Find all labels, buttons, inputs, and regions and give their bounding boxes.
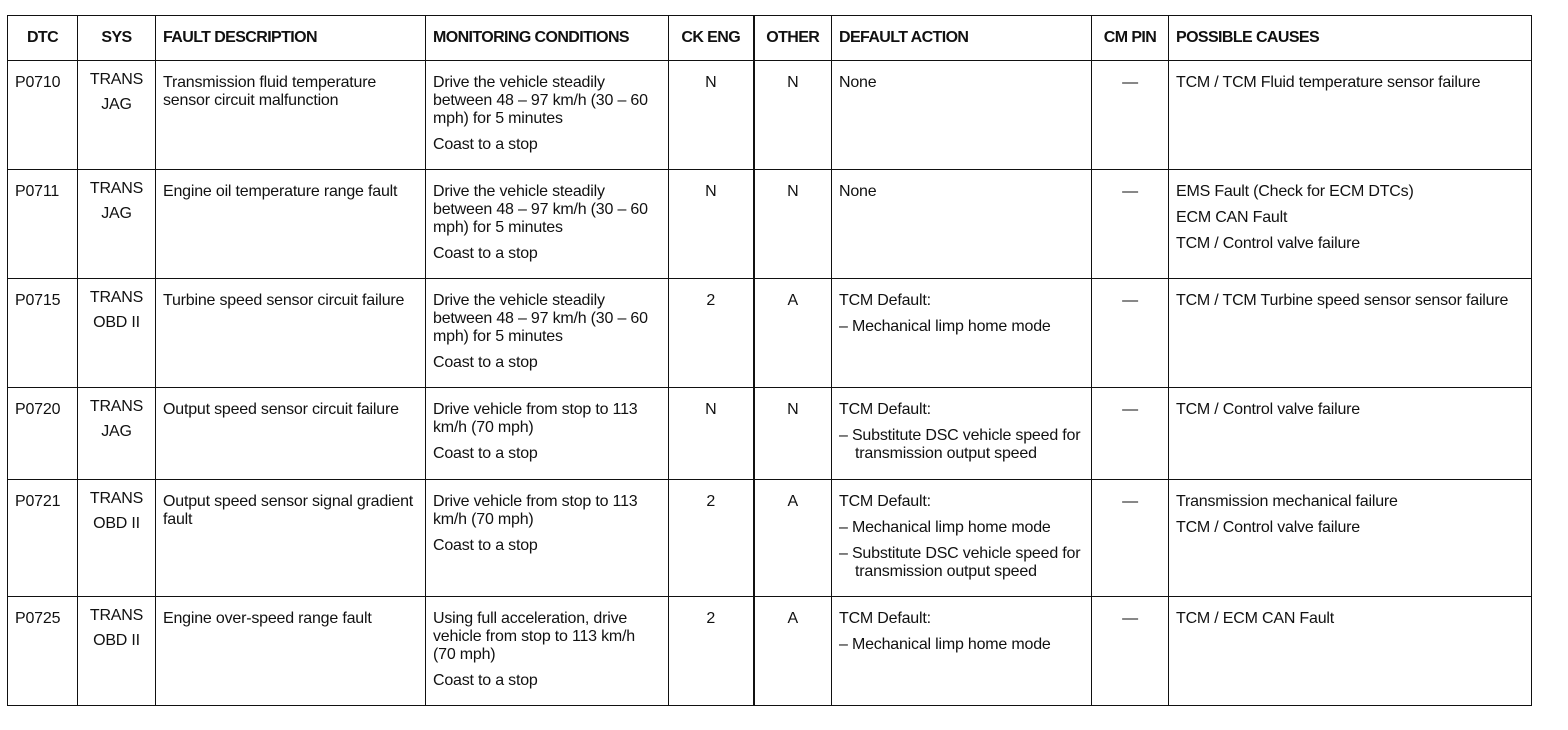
possible-cause: Transmission mechanical failure [1176,493,1398,510]
possible-cause: TCM / TCM Fluid temperature sensor failure [1176,74,1481,91]
header-dtc: DTC [8,16,78,61]
default-action-item: – Substitute DSC vehicle speed for transmission output speed [839,545,1081,580]
default-action-cell [832,480,1092,597]
dtc-code: P0711 [15,183,60,200]
monitoring-conditions-cell [426,61,669,170]
fault-description-cell [156,597,426,706]
sys-line: OBD II [93,632,140,649]
cm-pin-value: — [1122,183,1138,200]
other-value: N [787,183,799,200]
default-action-head: TCM Default: [839,493,931,510]
other-value: N [787,401,799,418]
dtc-code: P0715 [15,292,61,309]
dtc-table-container [7,15,1532,706]
header-fault-description: FAULT DESCRIPTION [156,16,426,61]
other-value: A [787,610,798,627]
dtc-cell [8,480,78,597]
default-action-item: – Mechanical limp home mode [839,318,1051,335]
dtc-cell [8,61,78,170]
possible-causes-cell [1169,61,1532,170]
monitoring-conditions-cell [426,170,669,279]
monitoring-condition: Drive the vehicle steadily between 48 – 97 km/h (30 – 60 mph) for 5 minutes [433,183,648,236]
cm-pin-value: — [1122,493,1138,510]
ck-eng-value: N [705,183,717,200]
monitoring-condition: Drive vehicle from stop to 113 km/h (70 mph) [433,493,638,528]
default-action-head: TCM Default: [839,610,931,627]
ck-eng-value: 2 [706,493,716,510]
cm-pin-cell [1092,388,1169,480]
dtc-cell [8,279,78,388]
cm-pin-cell [1092,597,1169,706]
dtc-cell [8,388,78,480]
possible-cause: TCM / Control valve failure [1176,519,1360,536]
sys-line: TRANS [89,71,144,88]
fault-description: Engine oil temperature range fault [163,183,398,200]
dtc-code: P0720 [15,401,61,418]
monitoring-condition: Coast to a stop [433,354,538,371]
dtc-table [7,15,1532,706]
possible-cause: TCM / ECM CAN Fault [1176,610,1334,627]
cm-pin-cell [1092,61,1169,170]
sys-line: OBD II [93,515,140,532]
other-cell [754,61,832,170]
monitoring-condition: Using full acceleration, drive vehicle from stop to 113 km/h (70 mph) [433,610,635,663]
fault-description: Output speed sensor circuit failure [163,401,399,418]
ck-eng-cell [669,279,754,388]
ck-eng-cell [669,170,754,279]
monitoring-conditions-cell [426,388,669,480]
cm-pin-cell [1092,279,1169,388]
header-other: OTHER [754,16,832,61]
monitoring-condition: Coast to a stop [433,136,538,153]
default-action-head: None [839,183,877,200]
sys-line: JAG [101,205,132,222]
possible-cause: EMS Fault (Check for ECM DTCs) [1176,183,1414,200]
monitoring-condition: Coast to a stop [433,245,538,262]
sys-line: TRANS [89,180,144,197]
ck-eng-value: N [705,401,717,418]
default-action-cell [832,597,1092,706]
table-row [8,279,1532,388]
cm-pin-cell [1092,480,1169,597]
dtc-code: P0725 [15,610,61,627]
possible-cause: TCM / Control valve failure [1176,235,1360,252]
default-action-item: – Substitute DSC vehicle speed for transmission output speed [839,427,1081,462]
other-cell [754,388,832,480]
fault-description-cell [156,61,426,170]
other-cell [754,597,832,706]
possible-causes-cell [1169,170,1532,279]
sys-cell [78,170,156,279]
sys-line: JAG [101,96,132,113]
sys-line: TRANS [89,289,144,306]
fault-description-cell [156,388,426,480]
sys-cell [78,480,156,597]
possible-causes-cell [1169,388,1532,480]
monitoring-condition: Drive vehicle from stop to 113 km/h (70 mph) [433,401,638,436]
dtc-code: P0721 [15,493,61,510]
dtc-cell [8,170,78,279]
possible-causes-cell [1169,597,1532,706]
ck-eng-cell [669,388,754,480]
sys-line: TRANS [89,490,144,507]
monitoring-conditions-cell [426,480,669,597]
fault-description-cell [156,170,426,279]
fault-description-cell [156,279,426,388]
ck-eng-cell [669,61,754,170]
dtc-table-body [8,61,1532,706]
cm-pin-value: — [1122,401,1138,418]
monitoring-condition: Drive the vehicle steadily between 48 – 97 km/h (30 – 60 mph) for 5 minutes [433,292,648,345]
table-row [8,170,1532,279]
default-action-cell [832,388,1092,480]
cm-pin-value: — [1122,74,1138,91]
default-action-cell [832,170,1092,279]
dtc-code: P0710 [15,74,61,91]
monitoring-condition: Coast to a stop [433,445,538,462]
ck-eng-cell [669,597,754,706]
other-value: A [787,292,798,309]
sys-cell [78,61,156,170]
default-action-head: TCM Default: [839,401,931,418]
possible-causes-cell [1169,279,1532,388]
cm-pin-cell [1092,170,1169,279]
monitoring-condition: Coast to a stop [433,537,538,554]
table-row [8,388,1532,480]
table-row [8,597,1532,706]
cm-pin-value: — [1122,292,1138,309]
default-action-head: None [839,74,877,91]
default-action-item: – Mechanical limp home mode [839,519,1051,536]
header-possible-causes: POSSIBLE CAUSES [1169,16,1532,61]
other-cell [754,170,832,279]
sys-line: JAG [101,423,132,440]
monitoring-condition: Drive the vehicle steadily between 48 – 97 km/h (30 – 60 mph) for 5 minutes [433,74,648,127]
sys-cell [78,597,156,706]
table-row [8,61,1532,170]
sys-line: OBD II [93,314,140,331]
sys-cell [78,279,156,388]
monitoring-condition: Coast to a stop [433,672,538,689]
fault-description-cell [156,480,426,597]
monitoring-conditions-cell [426,597,669,706]
possible-causes-cell [1169,480,1532,597]
sys-cell [78,388,156,480]
monitoring-conditions-cell [426,279,669,388]
ck-eng-value: 2 [706,610,716,627]
ck-eng-cell [669,480,754,597]
header-row [8,16,1532,61]
sys-line: TRANS [89,607,144,624]
header-ck-eng: CK ENG [669,16,754,61]
fault-description: Engine over-speed range fault [163,610,372,627]
header-default-action: DEFAULT ACTION [832,16,1092,61]
dtc-cell [8,597,78,706]
header-sys: SYS [78,16,156,61]
possible-cause: TCM / TCM Turbine speed sensor sensor failure [1176,292,1509,309]
other-cell [754,279,832,388]
possible-cause: ECM CAN Fault [1176,209,1288,226]
fault-description: Turbine speed sensor circuit failure [163,292,405,309]
other-value: A [787,493,798,510]
default-action-cell [832,279,1092,388]
header-cm-pin: CM PIN [1092,16,1169,61]
ck-eng-value: 2 [706,292,716,309]
header-monitoring-conditions: MONITORING CONDITIONS [426,16,669,61]
sys-line: TRANS [89,398,144,415]
default-action-item: – Mechanical limp home mode [839,636,1051,653]
fault-description: Output speed sensor signal gradient fault [163,493,414,528]
table-row [8,480,1532,597]
ck-eng-value: N [705,74,717,91]
possible-cause: TCM / Control valve failure [1176,401,1360,418]
default-action-cell [832,61,1092,170]
other-value: N [787,74,799,91]
fault-description: Transmission fluid temperature sensor circuit malfunction [163,74,377,109]
default-action-head: TCM Default: [839,292,931,309]
other-cell [754,480,832,597]
cm-pin-value: — [1122,610,1138,627]
